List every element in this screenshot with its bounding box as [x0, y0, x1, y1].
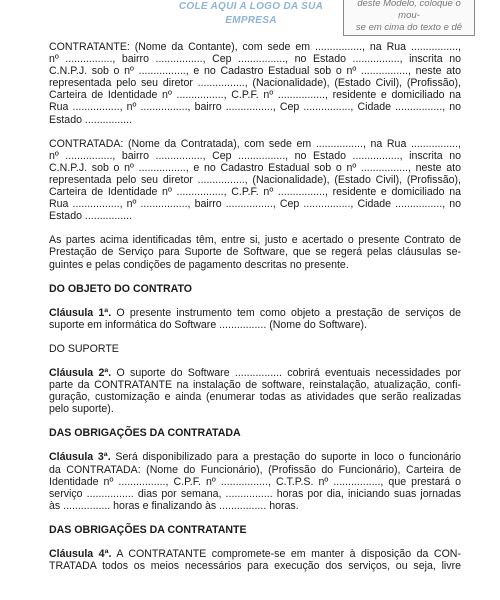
section-heading: DAS OBRIGAÇÕES DA CONTRATANTE [49, 523, 247, 536]
text-line: TRATADA todos os meios necessários para execução dos serviços, ou seja, livre [49, 560, 461, 573]
clause-text: Será disponibilizado para a prestação do suporte in loco o funcionário [110, 451, 461, 464]
text-line: guração, customização e ainda (enumerar todas as atividades que serão realizadas [49, 391, 461, 404]
clause-1-paragraph [49, 307, 461, 331]
text-line: suporte em informática do Software ................ (Nome do Software). [49, 318, 367, 331]
text-line: representada pelo seu diretor ................, (Nacionalidade), (Estado Civil), (Profissão), [49, 173, 461, 186]
text-line: Estado ................ [49, 210, 133, 223]
text-line: C.N.P.J. sob o nº ................, e no Cadastro Estadual sob o nº ................, neste ato [49, 161, 461, 174]
instruction-line: deste Modelo, coloque o mou- [357, 0, 461, 21]
clause-4-paragraph [49, 548, 461, 572]
text-line: Carteira de Identidade nº ................, C.P.F. nº ................, residente e domiciliado na [49, 89, 461, 102]
text-line [49, 367, 461, 379]
text-line: às ................ horas e finalizando às ................ horas. [49, 499, 299, 512]
text-line: Rua ................, nº ................, bairro ................, Cep ................, Cidade ................, no [49, 101, 461, 114]
section-heading: DO SUPORTE [49, 342, 119, 355]
clause-text: O suporte do Software ................ cobrirá eventuais necessidades por [111, 366, 461, 379]
text-line: Estado ................ [49, 113, 133, 126]
text-line: CONTRATANTE: (Nome da Contante), com sede em ................, na Rua ................, [49, 41, 461, 53]
text-line [49, 451, 461, 463]
text-line: Rua ................, nº ................, bairro ................, Cep ................, Cidade ................, no [49, 198, 461, 211]
clause-label: Cláusula 3ª. [49, 451, 111, 464]
contratada-paragraph [49, 138, 461, 223]
text-line: da CONTRATADA: (Nome do Funcionário), (Profissão do Funcionário), Carteira de [49, 463, 461, 476]
clause-2-paragraph [49, 367, 461, 415]
text-line: nº ................, bairro ................, Cep ................, no Estado ................, inscrita no [49, 149, 461, 162]
text-line [49, 548, 461, 560]
text-line: representada pelo seu diretor ................, (Nacionalidade), (Estado Civil), (Profissão), [49, 77, 461, 90]
clause-text: A CONTRATANTE compromete-se em manter à disposição da CON- [111, 548, 461, 560]
section-heading: DO OBJETO DO CONTRATO [49, 282, 193, 295]
preamble-paragraph [49, 234, 461, 270]
text-line [49, 307, 461, 319]
text-line: Prestação de Serviço para Suporte de Software, que se regerá pelas cláusulas se- [49, 246, 461, 259]
clause-text: O presente instrumento tem como objeto a prestação de serviços de [111, 306, 461, 319]
clause-label: Cláusula 2ª. [49, 366, 112, 379]
text-line: As partes acima identificadas têm, entre si, justo e acertado o presente Contrato de [49, 234, 461, 247]
instruction-line: se em cima do texto e dê [355, 22, 463, 33]
clause-label: Cláusula 1ª. [49, 306, 112, 319]
clause-label: Cláusula 4ª. [49, 548, 112, 560]
text-line: Carteira de Identidade nº ................, C.P.F. nº ................, residente e domiciliado na [49, 186, 461, 199]
text-line: pelo suporte). [49, 403, 114, 416]
contract-document [49, 41, 461, 584]
text-line: CONTRATADA: (Nome da Contratada), com sede em ................, na Rua ................, [49, 137, 461, 150]
text-line: nº ................, bairro ................, Cep ................, no Estado ................, inscrita no [49, 53, 461, 66]
text-line: parte da CONTRATANTE na instalação de software, reinstalação, atualização, confi- [49, 379, 461, 392]
text-line: C.N.P.J. sob o nº ................, e no Cadastro Estadual sob o nº ................, neste ato [49, 65, 461, 78]
text-line: Identidade nº ................, C.P.F. nº ................, C.T.P.S. nº ................, que prestará o [49, 475, 461, 488]
contratante-paragraph [49, 41, 461, 126]
logo-placeholder: COLE AQUI A LOGO DA SUA EMPRESA [178, 1, 324, 26]
clause-3-paragraph [49, 451, 461, 511]
text-line: guintes e pelas condições de pagamento descritas no presente. [49, 258, 349, 271]
instruction-note [343, 0, 475, 36]
text-line: serviço ................ dias por semana, ................ horas por dia, iniciando suas jornadas [49, 487, 461, 500]
section-heading: DAS OBRIGAÇÕES DA CONTRATADA [49, 427, 241, 440]
